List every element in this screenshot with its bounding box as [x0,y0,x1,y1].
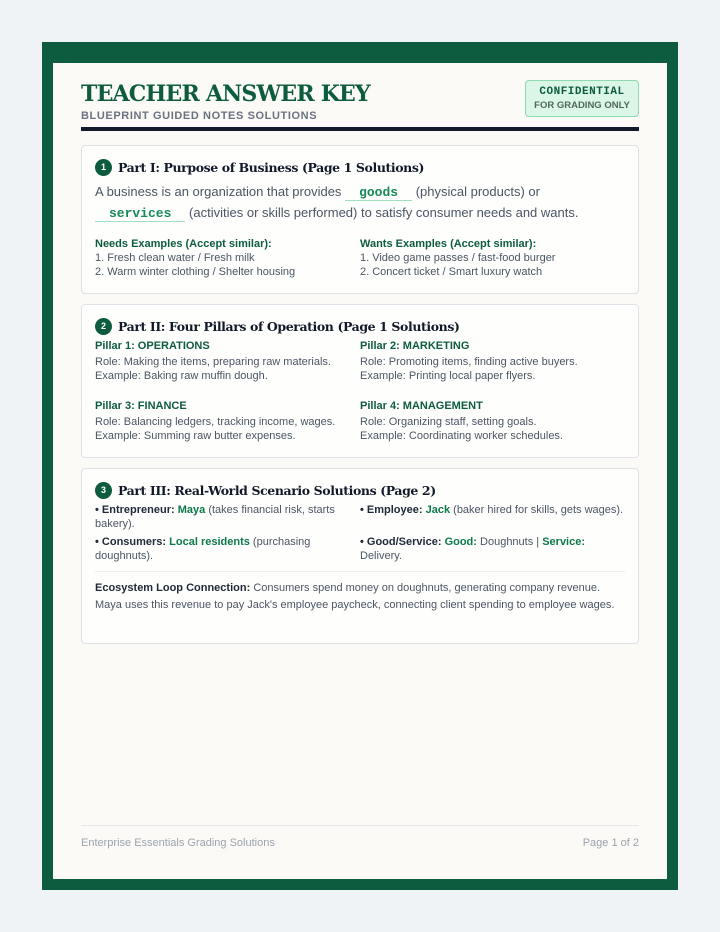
needs-heading: Needs Examples (Accept similar): [95,238,272,250]
wants-heading: Wants Examples (Accept similar): [360,238,537,250]
consumers-note: (purchasing doughnuts). [95,536,311,562]
part3-header [95,480,625,500]
business-definition [95,181,625,223]
page-title: TEACHER ANSWER KEY [81,81,370,107]
footer [81,825,639,849]
entrepreneur-answer [95,503,360,531]
definition-text-a: A business is an organization that provides [95,184,342,199]
needs-item: 2. Warm winter clothing / Shelter housing [95,266,296,278]
wants-item: 1. Video game passes / fast-food burger [360,252,556,264]
consumers-answer [95,535,360,563]
service-value: Delivery. [360,550,402,562]
entrepreneur-label: • Entrepreneur: [95,504,175,516]
good-service-label: • Good/Service: [360,536,442,548]
section-number-badge: 2 [95,318,112,335]
pillar-marketing [360,339,625,383]
part2-title: Part II: Four Pillars of Operation (Page 1 Solutions) [118,318,460,334]
part2-card [81,304,639,458]
section-number-badge: 3 [95,482,112,499]
answer-blank-services: services [95,206,185,222]
part1-title: Part I: Purpose of Business (Page 1 Solutions) [118,159,425,175]
definition-text-c: (activities or skills performed) to satisfy consumer needs and wants. [189,205,579,220]
pillar-role: Role: Making the items, preparing raw materials. [95,356,331,368]
pillar-role: Role: Promoting items, finding active buyers. [360,356,578,368]
pillar-operations [95,339,360,383]
answer-key-sheet [53,63,667,879]
employee-answer [360,503,625,531]
pillar-heading: Pillar 1: OPERATIONS [95,340,210,352]
wants-column [360,237,625,279]
ecosystem-loop [95,571,625,614]
badge-note: FOR GRADING ONLY [534,100,630,111]
pillar-heading: Pillar 2: MARKETING [360,340,470,352]
page-subtitle: BLUEPRINT GUIDED NOTES SOLUTIONS [81,110,318,122]
entrepreneur-name: Maya [177,504,206,516]
part3-card [81,468,639,644]
wants-item: 2. Concert ticket / Smart luxury watch [360,266,543,278]
part1-card [81,145,639,294]
pillar-example: Example: Summing raw butter expenses. [95,430,296,442]
pillar-example: Example: Coordinating worker schedules. [360,430,563,442]
pillar-finance [95,399,360,443]
badge-title: CONFIDENTIAL [539,86,625,98]
pillar-role: Role: Balancing ledgers, tracking income, wages. [95,416,336,428]
pillar-role: Role: Organizing staff, setting goals. [360,416,537,428]
part2-header [95,316,625,336]
footer-left: Enterprise Essentials Grading Solutions [81,837,275,849]
pillars-row-1 [95,339,625,383]
employee-note: (baker hired for skills, gets wages). [453,504,624,516]
consumers-label: • Consumers: [95,536,167,548]
page-border [42,42,678,890]
answer-blank-goods: goods [345,185,412,201]
header [81,63,639,131]
pillars-row-2 [95,399,625,443]
service-label: Service: [542,536,586,548]
part3-title: Part III: Real-World Scenario Solutions (Page 2) [118,482,436,498]
section-number-badge: 1 [95,159,112,176]
good-value: Doughnuts | [480,536,540,548]
needs-item: 1. Fresh clean water / Fresh milk [95,252,255,264]
part1-header [95,157,625,177]
pillar-management [360,399,625,443]
consumers-name: Local residents [169,536,250,548]
pillar-heading: Pillar 3: FINANCE [95,400,187,412]
entrepreneur-note: (takes financial risk, starts bakery). [95,504,335,530]
ecosystem-text: Consumers spend money on doughnuts, generating company revenue. Maya uses this revenue to pay Jack's employee paycheck, connecting client spending to employee wages. [95,582,615,611]
confidential-badge [525,80,639,117]
definition-text-b: (physical products) or [415,184,540,199]
good-label: Good: [444,536,477,548]
needs-wants-columns [95,237,625,279]
scenario-row-2 [95,535,625,563]
pillar-example: Example: Baking raw muffin dough. [95,370,268,382]
needs-column [95,237,360,279]
employee-label: • Employee: [360,504,423,516]
good-service-answer [360,535,625,563]
employee-name: Jack [425,504,451,516]
ecosystem-label: Ecosystem Loop Connection: [95,582,251,594]
page-number: Page 1 of 2 [582,837,639,849]
pillar-heading: Pillar 4: MANAGEMENT [360,400,483,412]
pillar-example: Example: Printing local paper flyers. [360,370,536,382]
scenario-row-1 [95,503,625,531]
